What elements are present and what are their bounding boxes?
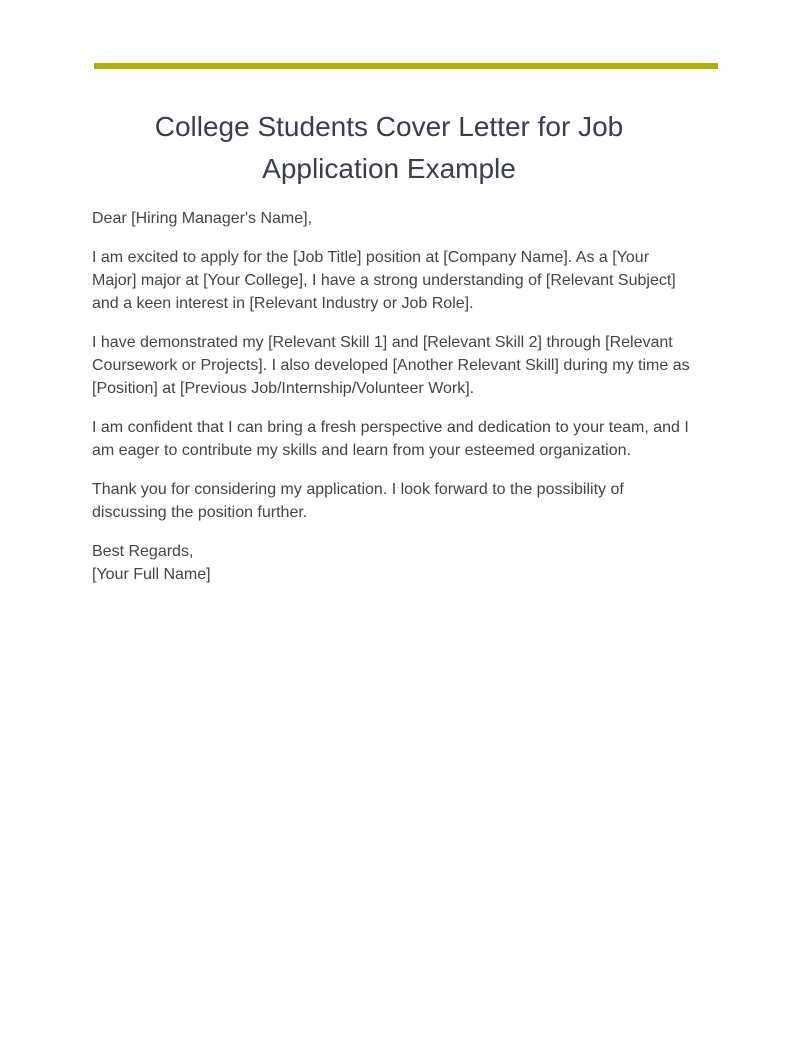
- paragraph-skills: I have demonstrated my [Relevant Skill 1] and [Relevant Skill 2] through [Relevant Coursework or Projects]. I also developed [Another Relevant Skill] during my time as [Position] at [Previous Job/Internship/Volunteer Work].: [92, 334, 690, 397]
- signoff: [92, 540, 692, 586]
- paragraph-intro: I am excited to apply for the [Job Title] position at [Company Name]. As a [Your Major] major at [Your College], I have a strong understanding of [Relevant Subject] and a keen interest in [Relevant Industry or Job Role].: [92, 249, 676, 312]
- closing: Best Regards,: [92, 543, 194, 560]
- document-title: College Students Cover Letter for Job Application Example: [154, 111, 624, 184]
- top-accent-rule: [94, 63, 718, 69]
- letter-body: [92, 207, 692, 586]
- salutation: Dear [Hiring Manager's Name],: [92, 210, 313, 227]
- paragraph-confidence: I am confident that I can bring a fresh perspective and dedication to your team, and I am eager to contribute my skills and learn from your esteemed organization.: [92, 419, 689, 459]
- signature: [Your Full Name]: [92, 566, 211, 583]
- paragraph-thanks: Thank you for considering my application. I look forward to the possibility of discussing the position further.: [92, 481, 624, 521]
